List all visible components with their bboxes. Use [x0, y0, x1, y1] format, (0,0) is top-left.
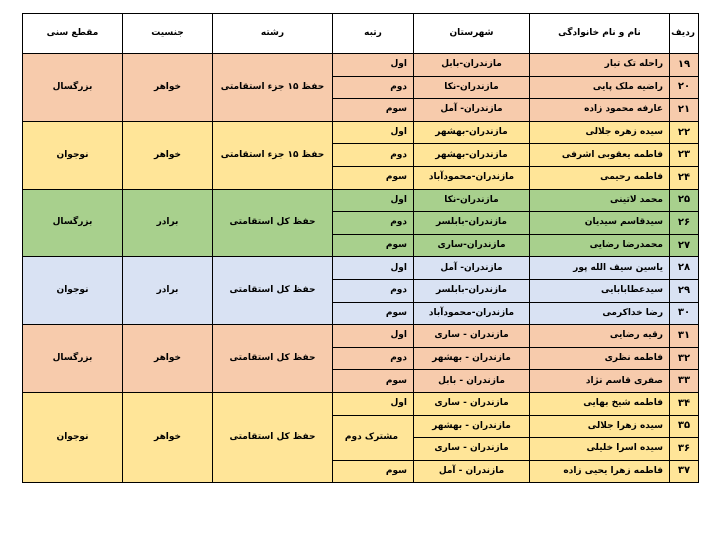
rank-cell: دوم	[333, 212, 414, 235]
table-row	[23, 257, 699, 280]
row-number-cell: ۲۲	[670, 121, 699, 144]
age-group-cell: نوجوان	[23, 392, 123, 482]
name-cell: یاسین سیف الله پور	[530, 257, 670, 280]
row-number-cell: ۳۵	[670, 415, 699, 438]
field-cell: حفظ کل استقامتی	[213, 189, 333, 257]
field-cell: حفظ کل استقامتی	[213, 325, 333, 393]
rank-cell: دوم	[333, 144, 414, 167]
gender-cell: خواهر	[123, 54, 213, 122]
row-number-cell: ۳۶	[670, 438, 699, 461]
row-number-cell: ۳۰	[670, 302, 699, 325]
header-name: نام و نام خانوادگی	[530, 14, 670, 54]
city-cell: مازندران - بابل	[414, 370, 530, 393]
row-number-cell: ۲۴	[670, 166, 699, 189]
name-cell: رضا خداکرمی	[530, 302, 670, 325]
row-number-cell: ۱۹	[670, 54, 699, 77]
city-cell: مازندران - بهشهر	[414, 415, 530, 438]
rank-cell: دوم	[333, 76, 414, 99]
rank-cell: اول	[333, 392, 414, 415]
table-row	[23, 392, 699, 415]
rank-cell: اول	[333, 189, 414, 212]
gender-cell: خواهر	[123, 392, 213, 482]
row-number-cell: ۲۸	[670, 257, 699, 280]
row-number-cell: ۲۳	[670, 144, 699, 167]
row-number-cell: ۳۴	[670, 392, 699, 415]
age-group-cell: بزرگسال	[23, 189, 123, 257]
header-rank: رتبه	[333, 14, 414, 54]
row-number-cell: ۲۷	[670, 234, 699, 257]
city-cell: مازندران - ساری	[414, 438, 530, 461]
field-cell: حفظ ۱۵ جزء استقامتی	[213, 54, 333, 122]
row-number-cell: ۳۱	[670, 325, 699, 348]
rank-cell: اول	[333, 121, 414, 144]
city-cell: مازندران-بهشهر	[414, 144, 530, 167]
row-number-cell: ۳۳	[670, 370, 699, 393]
results-table	[22, 13, 699, 483]
field-cell: حفظ ۱۵ جزء استقامتی	[213, 121, 333, 189]
header-row-number: ردیف	[670, 14, 699, 54]
header-age-group: مقطع سنی	[23, 14, 123, 54]
city-cell: مازندران - ساری	[414, 392, 530, 415]
city-cell: مازندران-بهشهر	[414, 121, 530, 144]
age-group-cell: بزرگسال	[23, 54, 123, 122]
city-cell: مازندران - ساری	[414, 325, 530, 348]
gender-cell: خواهر	[123, 121, 213, 189]
row-number-cell: ۲۹	[670, 279, 699, 302]
name-cell: سیدعطابابایی	[530, 279, 670, 302]
name-cell: فاطمه نظری	[530, 347, 670, 370]
name-cell: سیده اسرا خلیلی	[530, 438, 670, 461]
header-city: شهرستان	[414, 14, 530, 54]
row-number-cell: ۳۲	[670, 347, 699, 370]
name-cell: رقیه رضایی	[530, 325, 670, 348]
field-cell: حفظ کل استقامتی	[213, 392, 333, 482]
row-number-cell: ۲۰	[670, 76, 699, 99]
rank-cell: سوم	[333, 166, 414, 189]
city-cell: مازندران-بابل	[414, 54, 530, 77]
city-cell: مازندران-نکا	[414, 76, 530, 99]
rank-cell: اول	[333, 54, 414, 77]
rank-cell: سوم	[333, 460, 414, 483]
rank-cell: سوم	[333, 302, 414, 325]
rank-cell: دوم	[333, 279, 414, 302]
name-cell: راضیه ملک پایی	[530, 76, 670, 99]
gender-cell: برادر	[123, 189, 213, 257]
table-body	[23, 54, 699, 483]
city-cell: مازندران- آمل	[414, 257, 530, 280]
name-cell: عارفه محمود زاده	[530, 99, 670, 122]
city-cell: مازندران-بابلسر	[414, 212, 530, 235]
age-group-cell: نوجوان	[23, 121, 123, 189]
rank-cell: اول	[333, 257, 414, 280]
table-row	[23, 325, 699, 348]
row-number-cell: ۲۵	[670, 189, 699, 212]
name-cell: صفری قاسم نژاد	[530, 370, 670, 393]
rank-cell: سوم	[333, 370, 414, 393]
age-group-cell: بزرگسال	[23, 325, 123, 393]
name-cell: سیده زهره جلالی	[530, 121, 670, 144]
name-cell: سیده زهرا جلالی	[530, 415, 670, 438]
city-cell: مازندران- آمل	[414, 99, 530, 122]
header-gender: جنسیت	[123, 14, 213, 54]
city-cell: مازندران-بابلسر	[414, 279, 530, 302]
table-row	[23, 54, 699, 77]
table-row	[23, 189, 699, 212]
header-row	[23, 14, 699, 54]
name-cell: راحله تک تبار	[530, 54, 670, 77]
name-cell: فاطمه شیخ بهایی	[530, 392, 670, 415]
name-cell: فاطمه یعقوبی اشرفی	[530, 144, 670, 167]
results-sheet	[22, 13, 698, 483]
row-number-cell: ۲۶	[670, 212, 699, 235]
header-field: رشته	[213, 14, 333, 54]
name-cell: فاطمه زهرا یحیی زاده	[530, 460, 670, 483]
field-cell: حفظ کل استقامتی	[213, 257, 333, 325]
city-cell: مازندران-ساری	[414, 234, 530, 257]
rank-cell: سوم	[333, 234, 414, 257]
row-number-cell: ۲۱	[670, 99, 699, 122]
rank-cell: مشترک دوم	[333, 415, 414, 460]
rank-cell: سوم	[333, 99, 414, 122]
gender-cell: خواهر	[123, 325, 213, 393]
table-header	[23, 14, 699, 54]
city-cell: مازندران - بهشهر	[414, 347, 530, 370]
rank-cell: دوم	[333, 347, 414, 370]
table-row	[23, 121, 699, 144]
city-cell: مازندران-محمودآباد	[414, 166, 530, 189]
city-cell: مازندران-محمودآباد	[414, 302, 530, 325]
age-group-cell: نوجوان	[23, 257, 123, 325]
name-cell: فاطمه رحیمی	[530, 166, 670, 189]
city-cell: مازندران - آمل	[414, 460, 530, 483]
name-cell: سیدقاسم سیدیان	[530, 212, 670, 235]
name-cell: محمدرضا رضایی	[530, 234, 670, 257]
rank-cell: اول	[333, 325, 414, 348]
row-number-cell: ۳۷	[670, 460, 699, 483]
gender-cell: برادر	[123, 257, 213, 325]
city-cell: مازندران-نکا	[414, 189, 530, 212]
name-cell: محمد لاتینی	[530, 189, 670, 212]
